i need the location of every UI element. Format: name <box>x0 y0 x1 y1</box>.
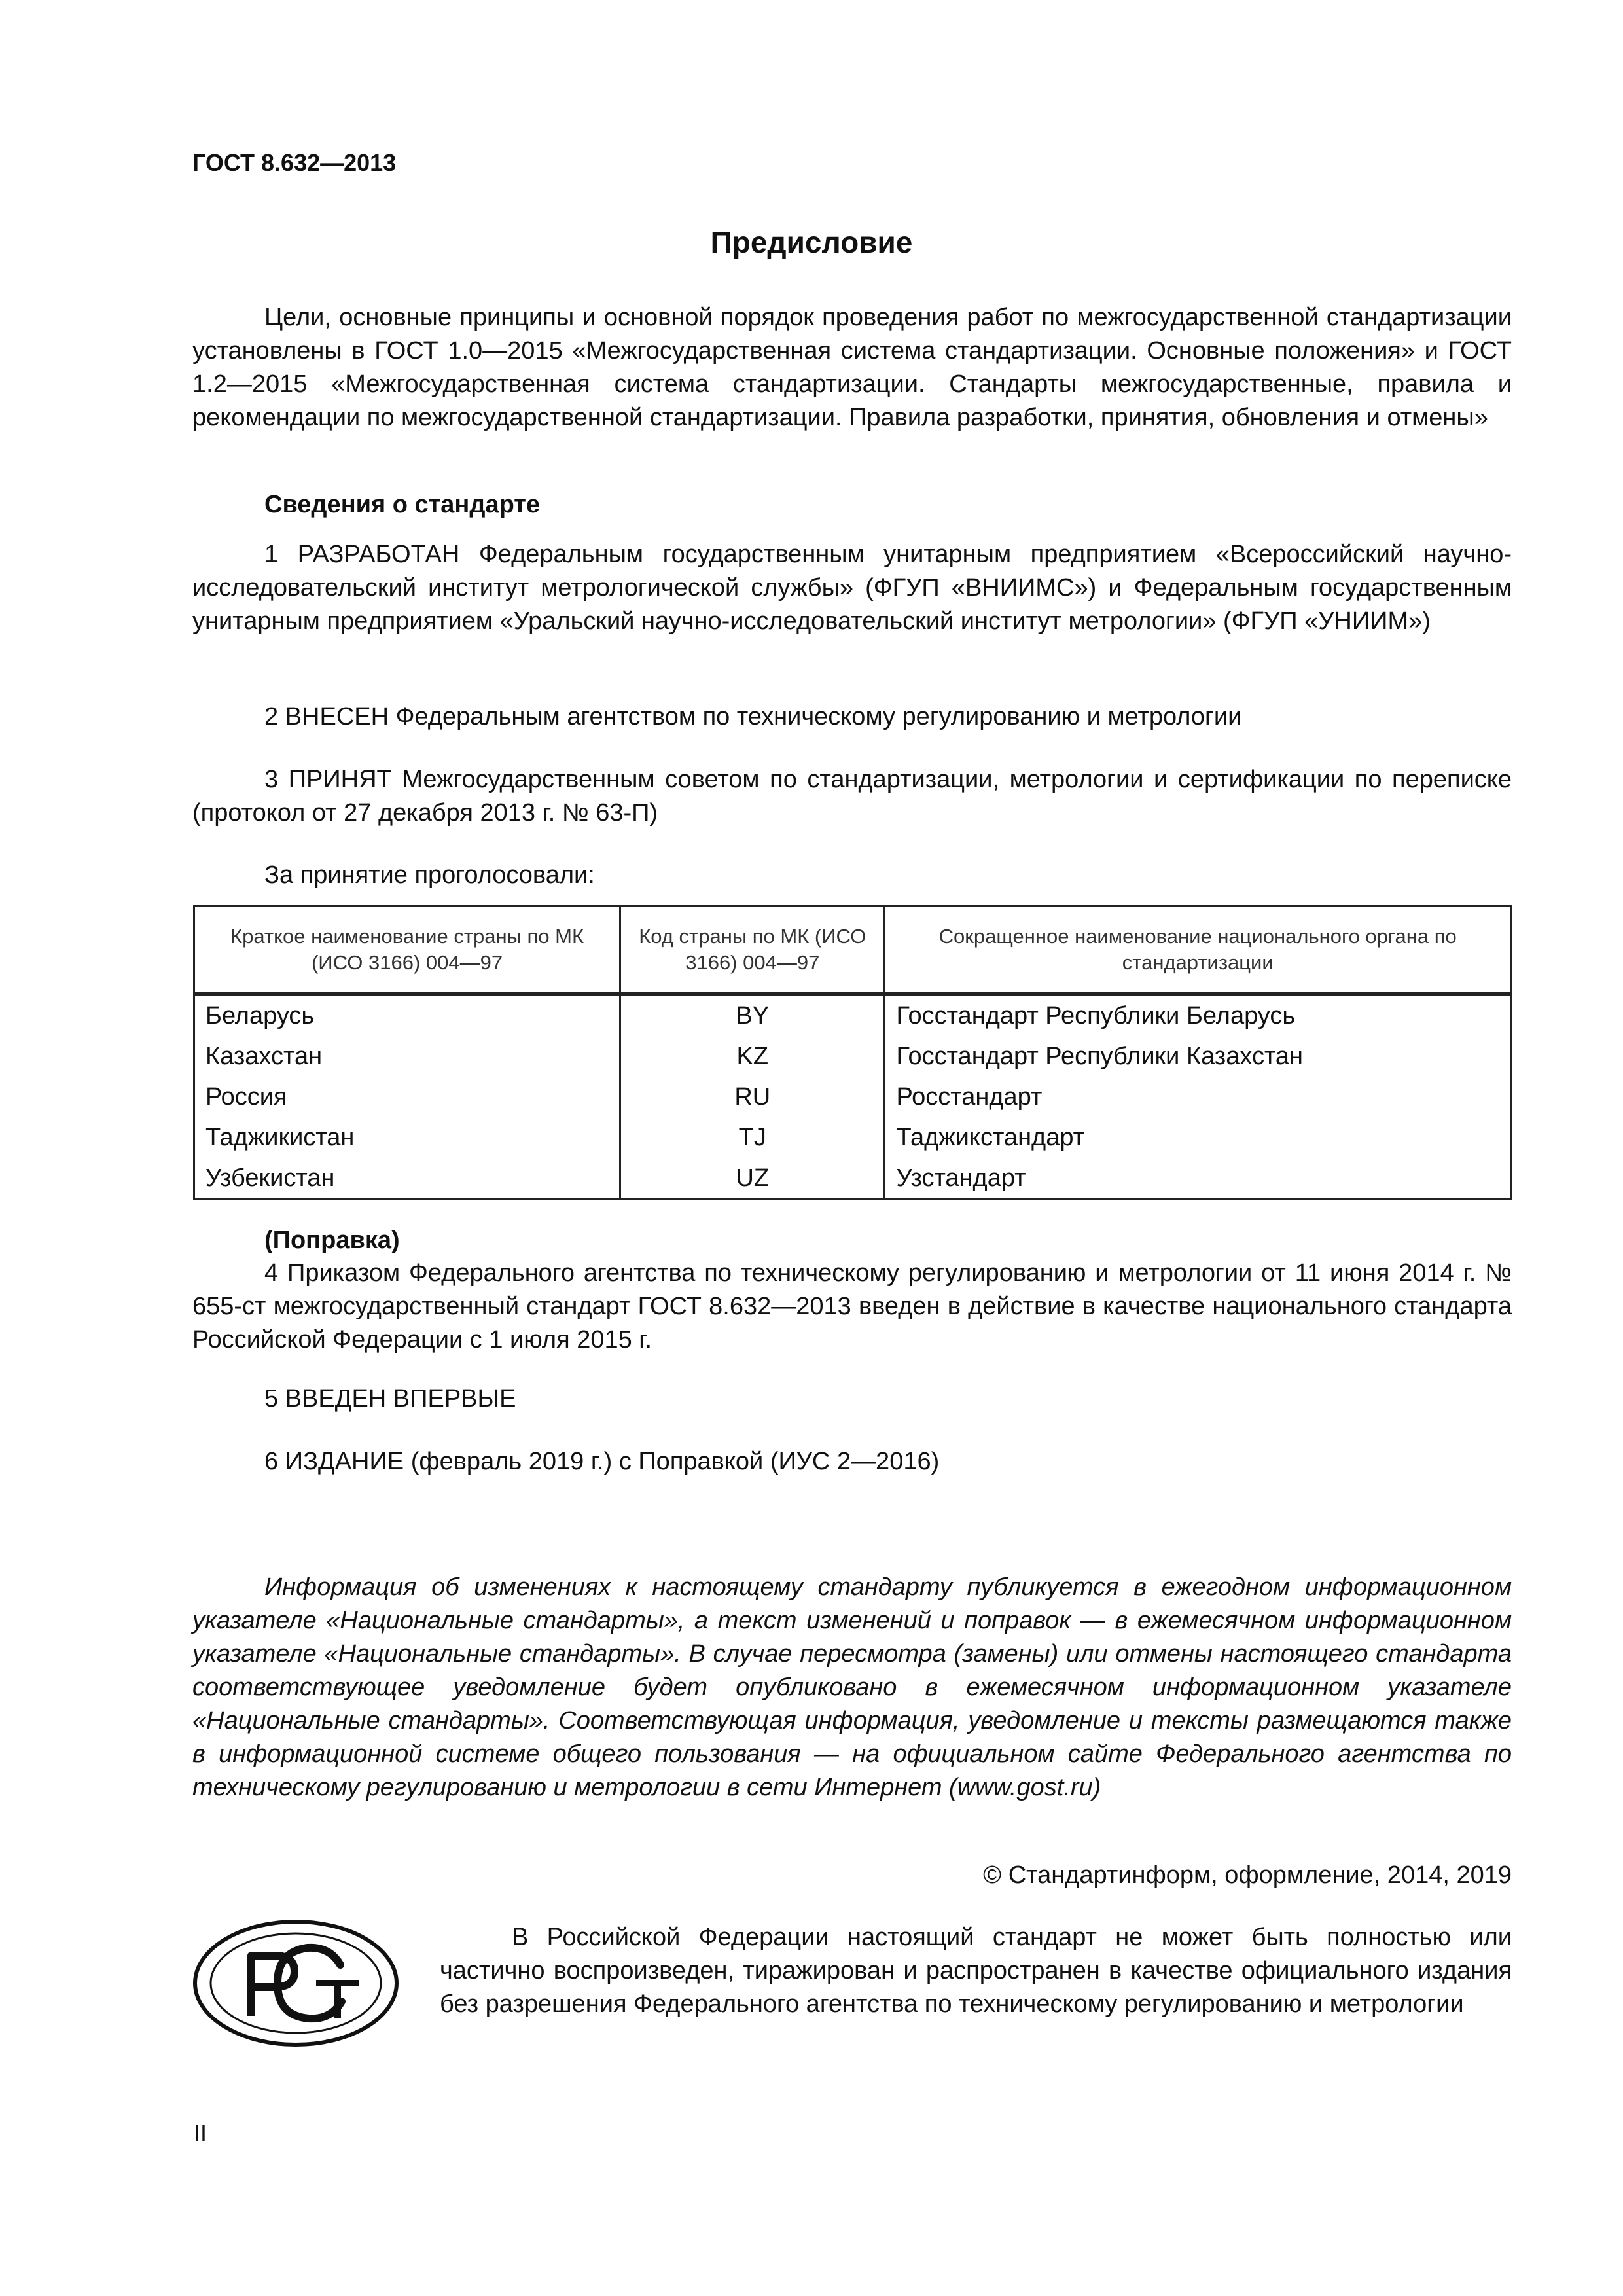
country-cell: Узбекистан <box>194 1158 620 1200</box>
header-country-code: Код страны по МК (ИСО 3166) 004—97 <box>620 906 885 994</box>
code-cell: UZ <box>620 1158 885 1200</box>
country-cell: Россия <box>194 1077 620 1117</box>
page-number: II <box>194 2119 207 2146</box>
copyright-line: © Стандартинформ, оформление, 2014, 2019 <box>983 1861 1512 1889</box>
body-cell: Таджикстандарт <box>885 1117 1511 1158</box>
table-row <box>194 1117 1511 1158</box>
code-cell: TJ <box>620 1117 885 1158</box>
changes-info-note: Информация об изменениях к настоящему стандарту публикуется в ежегодном информационном указателе «Национальные стандарты», а текст изменений и поправок — в ежемесячном информационном указателе «Национальные стандарты». В случае пересмотра (замены) или отмены настоящего стандарта соответствующее уведомление будет опубликовано в ежемесячном информационном указателе «Национальные стандарты». Соответствующая информация, уведомление и тексты размещаются также в информационной системе общего пользования — на официальном сайте Федерального агентства по техническому регулированию и метрологии в сети Интернет (www.gost.ru) <box>192 1573 1512 1801</box>
item-3-adopted: 3 ПРИНЯТ Межгосударственным советом по стандартизации, метрологии и сертификации по переписке (протокол от 27 декабря 2013 г. № 63-П) <box>192 766 1512 827</box>
country-cell: Таджикистан <box>194 1117 620 1158</box>
header-national-body: Сокращенное наименование национального органа по стандартизации <box>885 906 1511 994</box>
standard-code: ГОСТ 8.632—2013 <box>192 149 397 176</box>
votes-table <box>193 905 1512 1200</box>
vote-intro: За принятие проголосовали: <box>264 861 595 889</box>
body-cell: Госстандарт Республики Казахстан <box>885 1036 1511 1077</box>
intro-paragraph: Цели, основные принципы и основной порядок проведения работ по межгосударственной стандартизации установлены в ГОСТ 1.0—2015 «Межгосударственная система стандартизации. Основные положения» и ГОСТ 1.2—2015 «Межгосударственная система стандартизации. Стандарты межгосударственные, правила и рекомендации по межгосударственной стандартизации. Правила разработки, принятия, обновления и отмены» <box>192 304 1512 431</box>
amendment-label: (Поправка) <box>264 1227 400 1254</box>
table-row <box>194 1158 1511 1200</box>
item-6-edition: 6 ИЗДАНИЕ (февраль 2019 г.) с Поправкой (ИУС 2—2016) <box>264 1448 940 1475</box>
table-row <box>194 1036 1511 1077</box>
item-2-submitted: 2 ВНЕСЕН Федеральным агентством по техническому регулированию и метрологии <box>264 703 1242 730</box>
table-row <box>194 1077 1511 1117</box>
section-heading: Сведения о стандарте <box>264 491 541 518</box>
country-cell: Беларусь <box>194 994 620 1037</box>
country-cell: Казахстан <box>194 1036 620 1077</box>
body-cell: Узстандарт <box>885 1158 1511 1200</box>
code-cell: BY <box>620 994 885 1037</box>
header-country-name: Краткое наименование страны по МК (ИСО 3166) 004—97 <box>194 906 620 994</box>
body-cell: Госстандарт Республики Беларусь <box>885 994 1511 1037</box>
rst-certification-mark-icon <box>191 1918 401 2049</box>
table-row <box>194 994 1511 1037</box>
code-cell: KZ <box>620 1036 885 1077</box>
item-4-enacted: 4 Приказом Федерального агентства по техническому регулированию и метрологии от 11 июня 2014 г. № 655-ст межгосударственный стандарт ГОСТ 8.632—2013 введен в действие в качестве национального стандарта Российской Федерации с 1 июля 2015 г. <box>192 1259 1512 1354</box>
code-cell: RU <box>620 1077 885 1117</box>
page-title: Предисловие <box>710 225 913 259</box>
item-5-introduced: 5 ВВЕДЕН ВПЕРВЫЕ <box>264 1385 516 1412</box>
item-1-developed: 1 РАЗРАБОТАН Федеральным государственным унитарным предприятием «Всероссийский научно-исследовательский институт метрологической службы» (ФГУП «ВНИИМС») и Федеральным государственным унитарным предприятием «Уральский научно-исследовательский институт метрологии» (ФГУП «УНИИМ») <box>192 541 1512 635</box>
body-cell: Росстандарт <box>885 1077 1511 1117</box>
table-header-row <box>194 906 1511 994</box>
legal-notice: В Российской Федерации настоящий стандарт не может быть полностью или частично воспроизведен, тиражирован и распространен в качестве официального издания без разрешения Федерального агентства по техническому регулированию и метрологии <box>440 1924 1512 2018</box>
